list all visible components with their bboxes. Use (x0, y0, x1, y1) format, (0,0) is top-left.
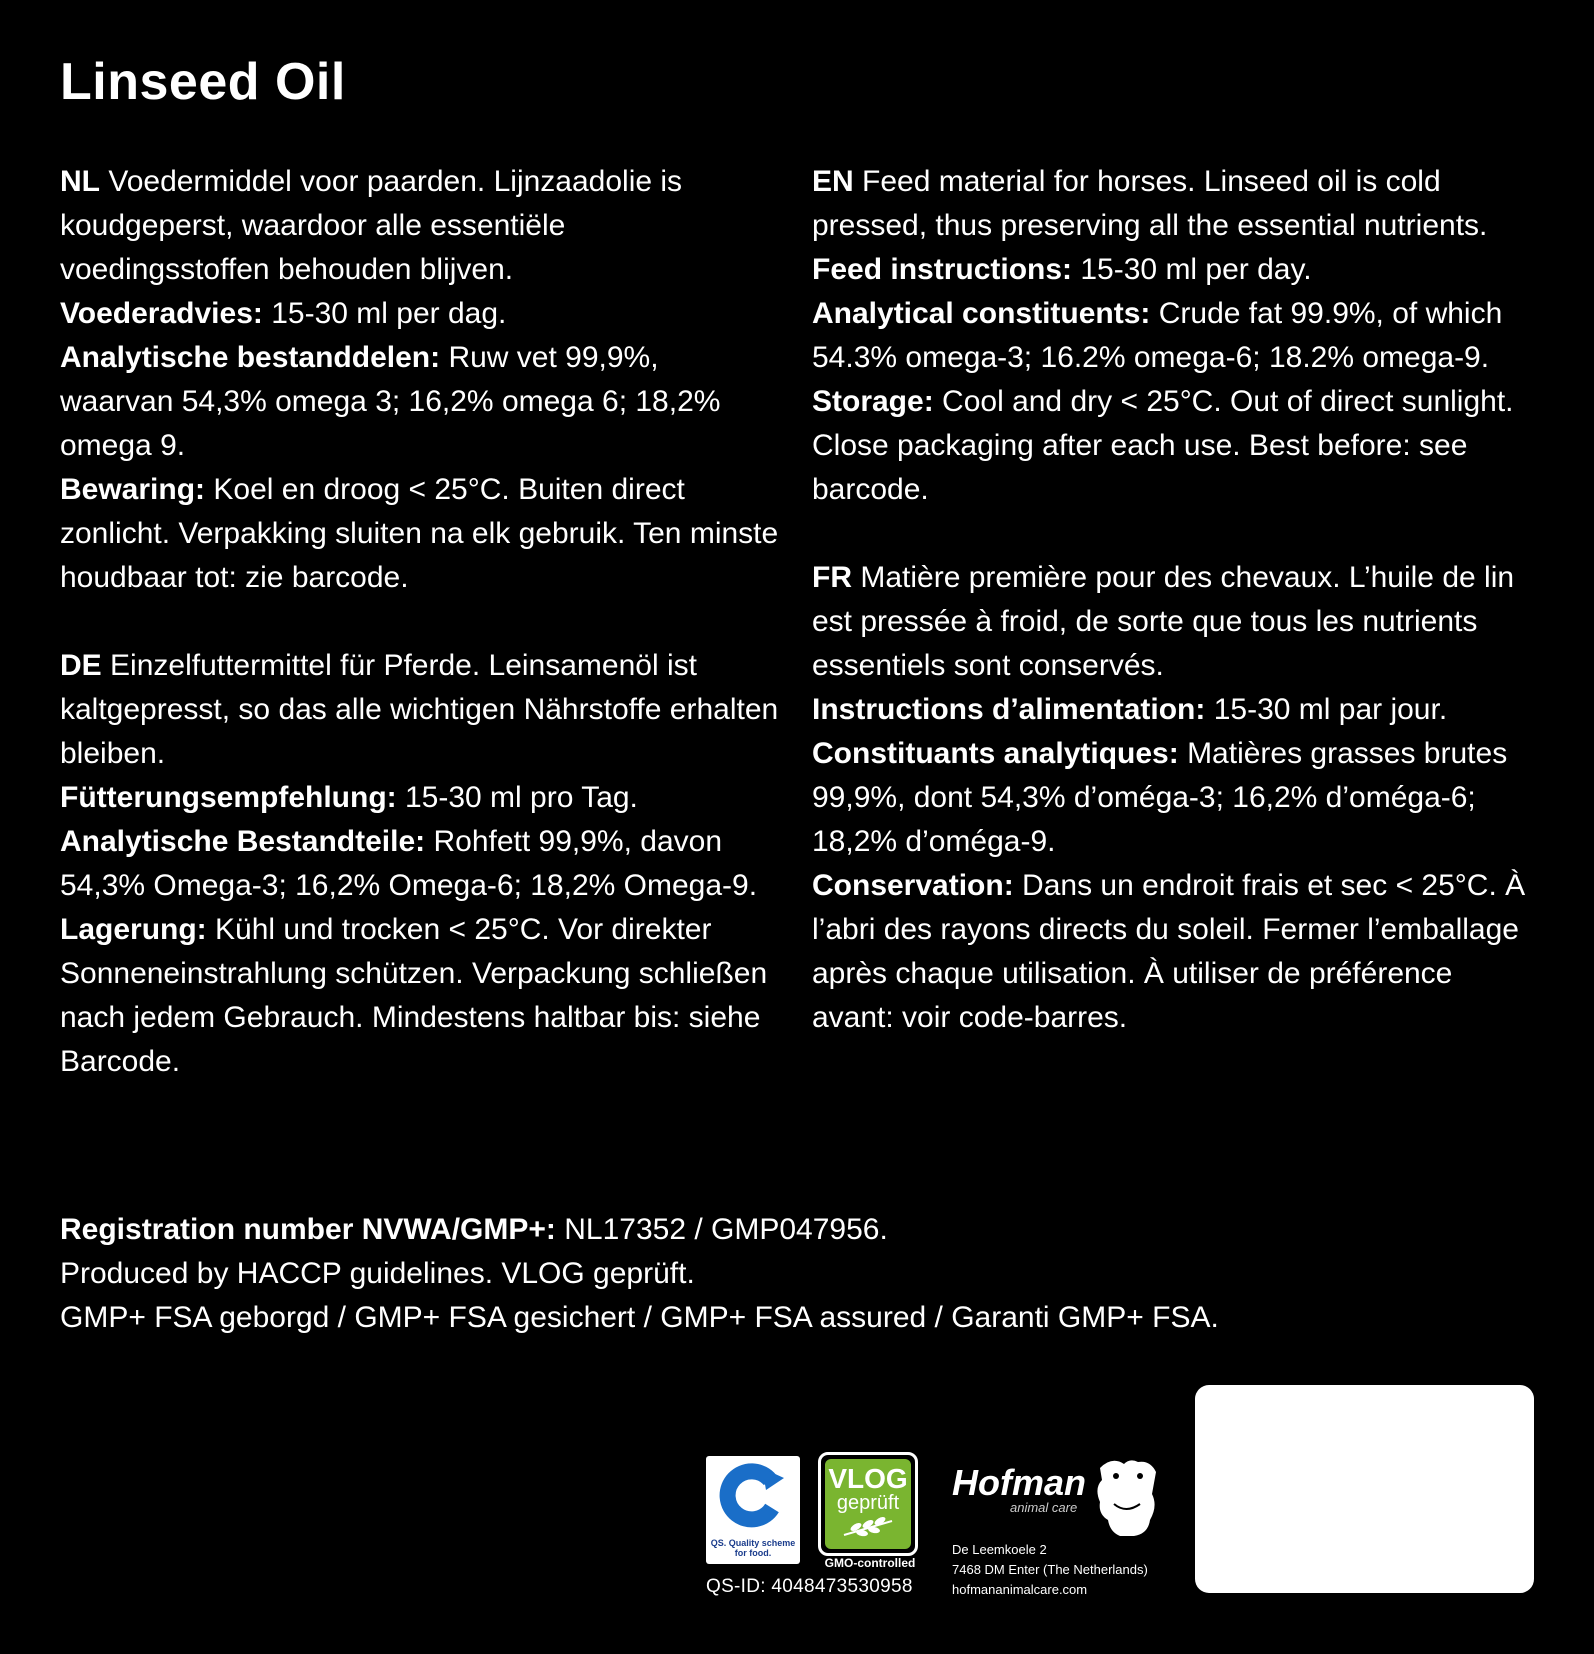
fr-storage-label: Conservation: (812, 869, 1014, 902)
left-column (60, 160, 780, 1128)
wheat-icon (838, 1513, 898, 1539)
fr-intro: Matière première pour des chevaux. L’huile de lin est pressée à froid, de sorte que tous les nutrients essentiels sont conservés. (812, 561, 1515, 682)
nl-analytical-label: Analytische bestanddelen: (60, 341, 441, 374)
haccp-line: Produced by HACCP guidelines. VLOG geprüft. (60, 1257, 695, 1290)
de-intro: Einzelfuttermittel für Pferde. Leinsamenöl ist kaltgepresst, so das alle wichtigen Nährstoffe erhalten bleiben. (60, 649, 779, 770)
de-analytical-text: Rohfett 99,9%, davon 54,3% Omega-3; 16,2% Omega-6; 18,2% Omega-9. (60, 825, 758, 902)
vlog-logo (818, 1452, 918, 1556)
en-feed-text: 15-30 ml per day. (1080, 253, 1312, 286)
fr-storage-text: Dans un endroit frais et sec < 25°C. À l’abri des rayons directs du soleil. Fermer l’emballage après chaque utilisation. À utiliser de préférence avant: voir code-barres. (812, 869, 1526, 1034)
en-code: EN (812, 165, 854, 198)
nl-storage-text: Koel en droog < 25°C. Buiten direct zonlicht. Verpakking sluiten na elk gebruik. Ten minste houdbaar tot: zie barcode. (60, 473, 779, 594)
vlog-sub: geprüft (836, 1492, 900, 1514)
gmp-line: GMP+ FSA geborgd / GMP+ FSA gesichert / GMP+ FSA assured / Garanti GMP+ FSA. (60, 1301, 1219, 1334)
registration-label: Registration number NVWA/GMP+: (60, 1213, 556, 1246)
nl-code: NL (60, 165, 100, 198)
registration-block (60, 1208, 1510, 1340)
nl-section (60, 160, 780, 600)
nl-feed-text: 15-30 ml per dag. (271, 297, 507, 330)
en-feed-label: Feed instructions: (812, 253, 1073, 286)
en-intro: Feed material for horses. Linseed oil is cold pressed, thus preserving all the essential nutrients. (812, 165, 1488, 242)
qs-logo (706, 1456, 800, 1564)
fr-feed-label: Instructions d’alimentation: (812, 693, 1206, 726)
product-title: Linseed Oil (60, 53, 346, 111)
nl-analytical-text: Ruw vet 99,9%, waarvan 54,3% omega 3; 16,2% omega 6; 18,2% omega 9. (60, 341, 721, 462)
en-section (812, 160, 1542, 512)
de-storage-text: Kühl und trocken < 25°C. Vor direkter Sonneneinstrahlung schützen. Verpackung schließen nach jedem Gebrauch. Mindestens haltbar bis: siehe Barcode. (60, 913, 768, 1078)
fr-analytical-label: Constituants analytiques: (812, 737, 1179, 770)
animals-icon (1090, 1454, 1162, 1540)
vlog-name: VLOG (828, 1463, 908, 1494)
website-link[interactable]: hofmananimalcare.com (952, 1582, 1088, 1597)
qs-text: QS. Quality scheme for food. (710, 1538, 796, 1558)
fr-feed-text: 15-30 ml par jour. (1213, 693, 1448, 726)
hofman-tagline: animal care (1010, 1500, 1078, 1515)
en-storage-text: Cool and dry < 25°C. Out of direct sunlight. Close packaging after each use. Best before: see barcode. (812, 385, 1514, 506)
address-line-2: 7468 DM Enter (The Netherlands) (952, 1562, 1148, 1577)
nl-feed-label: Voederadvies: (60, 297, 263, 330)
en-analytical-label: Analytical constituents: (812, 297, 1151, 330)
de-section (60, 644, 780, 1084)
nl-storage-label: Bewaring: (60, 473, 206, 506)
de-code: DE (60, 649, 102, 682)
en-analytical-text: Crude fat 99.9%, of which 54.3% omega-3; 16.2% omega-6; 18.2% omega-9. (812, 297, 1503, 374)
fr-code: FR (812, 561, 852, 594)
de-feed-label: Fütterungsempfehlung: (60, 781, 397, 814)
de-feed-text: 15-30 ml pro Tag. (404, 781, 638, 814)
fr-section (812, 556, 1542, 1040)
nl-intro: Voedermiddel voor paarden. Lijnzaadolie is koudgeperst, waardoor alle essentiële voedingsstoffen behouden blijven. (60, 165, 683, 286)
de-storage-label: Lagerung: (60, 913, 207, 946)
registration-value: NL17352 / GMP047956. (564, 1213, 888, 1246)
qs-arrow-icon (706, 1456, 800, 1536)
de-analytical-label: Analytische Bestandteile: (60, 825, 426, 858)
right-column (812, 160, 1542, 1084)
address-line-1: De Leemkoele 2 (952, 1542, 1047, 1557)
address (952, 1540, 1148, 1600)
vlog-gmo-text: GMO-controlled (824, 1556, 916, 1570)
hofman-logo-name: Hofman (952, 1462, 1086, 1503)
en-storage-label: Storage: (812, 385, 934, 418)
fr-analytical-text: Matières grasses brutes 99,9%, dont 54,3% d’oméga-3; 16,2% d’oméga-6; 18,2% d’oméga-9. (812, 737, 1508, 858)
qs-id: QS-ID: 4048473530958 (706, 1576, 913, 1597)
label-area (1195, 1385, 1534, 1593)
